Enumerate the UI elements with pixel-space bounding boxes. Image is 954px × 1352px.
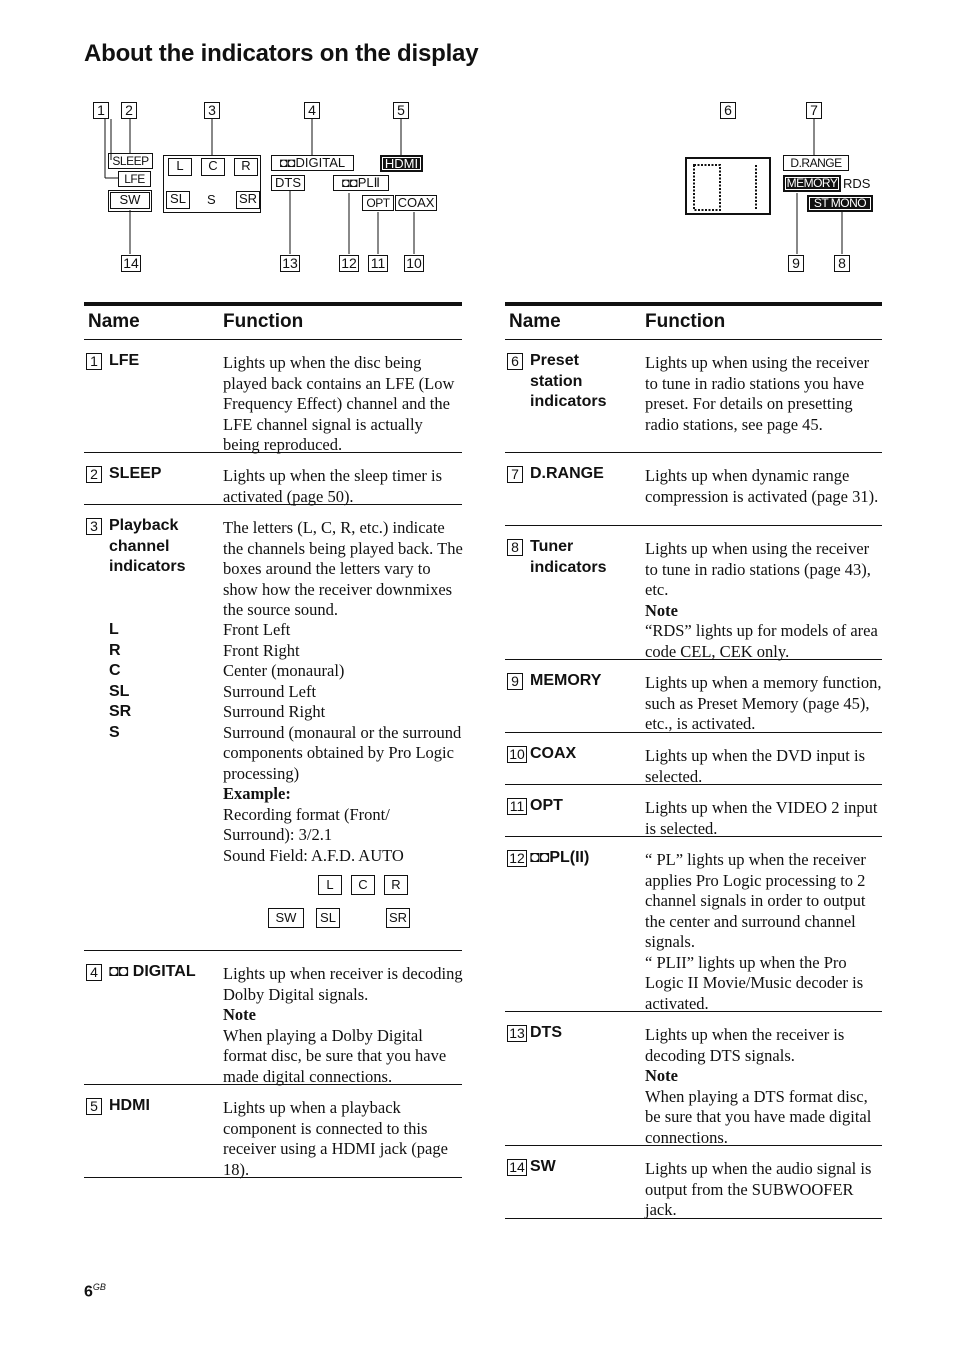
table-row xyxy=(505,785,882,837)
callout-9: 9 xyxy=(788,255,804,272)
table-row xyxy=(505,340,882,453)
sub-value: Front Left xyxy=(223,620,291,639)
row-name: D.RANGE xyxy=(530,465,604,482)
callout-6: 6 xyxy=(720,102,736,119)
callout-1: 1 xyxy=(93,102,109,119)
header-function: Function xyxy=(223,311,304,332)
row-function: Lights up when receiver is decoding Dolby Digital signals. Note When playing a Dolby Digital format disc, be sure that you have made digital connections. xyxy=(223,964,463,1086)
row-function: “ PL” lights up when the receiver applies Pro Logic processing to 2 channel signals in order to output the center and surround channel signals. “ PLII” lights up when the Pro Logic II Movie/Music decoder is activated. xyxy=(645,850,866,1013)
row-name: HDMI xyxy=(109,1097,150,1114)
dolby-double-d-icon: ◘◘ xyxy=(109,963,133,980)
channel-r-indicator: R xyxy=(234,158,258,176)
pl-indicator: ◘◘PLⅡ xyxy=(333,175,389,191)
table-row xyxy=(84,340,462,453)
row-function: Lights up when dynamic range compression is activated (page 31). xyxy=(645,466,879,506)
channel-s-indicator: S xyxy=(207,192,216,207)
row-function: Lights up when the VIDEO 2 input is selected. xyxy=(645,798,878,838)
sub-key: S xyxy=(109,723,120,741)
row-name: Playback channel indicators xyxy=(109,517,186,575)
example-label: Example: xyxy=(223,784,291,803)
table-row xyxy=(84,951,462,1085)
table-row xyxy=(84,1085,462,1178)
callout-4: 4 xyxy=(304,102,320,119)
row-name: DTS xyxy=(530,1024,562,1041)
row-number: 3 xyxy=(86,518,102,535)
example-r-box: R xyxy=(384,875,408,895)
row-number: 5 xyxy=(86,1098,102,1115)
example-line: Surround): 3/2.1 xyxy=(223,825,333,844)
example-sw-box: SW xyxy=(268,908,304,928)
callout-5: 5 xyxy=(393,102,409,119)
table-row xyxy=(84,453,462,505)
example-line: Sound Field: A.F.D. AUTO xyxy=(223,845,404,865)
row-name: OPT xyxy=(530,797,563,814)
row-number: 7 xyxy=(507,466,523,483)
example-c-box: C xyxy=(351,875,375,895)
stmono-indicator: ST MONO xyxy=(807,195,873,212)
row-number: 10 xyxy=(507,746,527,763)
sub-value: Surround Left xyxy=(223,681,317,701)
row-function: Lights up when the receiver is decoding DTS signals. Note When playing a DTS format disc, be sure that you have made digital connections. xyxy=(645,1025,885,1148)
row-name: SW xyxy=(530,1158,556,1175)
row-function: Lights up when the disc being played back contains an LFE (Low Frequency Effect) channel and the LFE channel signal is actually being reproduced. xyxy=(223,353,455,454)
callout-10: 10 xyxy=(404,255,424,272)
drange-indicator: D.RANGE xyxy=(783,155,849,171)
header-name: Name xyxy=(88,311,140,332)
row-function: Lights up when using the receiver to tune in radio stations (page 43), etc. Note “RDS” lights up for models of area code CEL, CEK only. xyxy=(645,539,885,662)
sub-key: R xyxy=(109,641,121,659)
callout-13: 13 xyxy=(280,255,300,272)
example-l-box: L xyxy=(318,875,342,895)
dts-indicator: DTS xyxy=(271,175,305,191)
sub-value: Surround Right xyxy=(223,702,326,721)
row-name: Preset station indicators xyxy=(530,352,607,410)
callout-2: 2 xyxy=(121,102,137,119)
coax-indicator: COAX xyxy=(395,195,437,211)
table-row xyxy=(505,837,882,1012)
row-number: 12 xyxy=(507,850,527,867)
row-number: 11 xyxy=(507,798,527,815)
page-number: $6^{GB}$ xyxy=(84,1282,106,1301)
table-header xyxy=(84,306,462,340)
sleep-indicator: SLEEP xyxy=(108,153,153,169)
channel-sl-indicator: SL xyxy=(166,191,190,209)
sub-value: Center (monaural) xyxy=(223,661,345,680)
row-function: Lights up when using the receiver to tune in radio stations you have preset. For details on presetting radio stations, see page 45. xyxy=(645,353,870,434)
example-line: Recording format (Front/ xyxy=(223,804,390,824)
row-number: 1 xyxy=(86,353,102,370)
note-text: When playing a Dolby Digital format disc, be sure that you have made digital connections. xyxy=(223,1025,447,1086)
sub-key: L xyxy=(109,621,119,638)
sub-key: C xyxy=(109,662,121,679)
hdmi-indicator: HDMI xyxy=(380,155,423,172)
table-row xyxy=(505,1146,882,1219)
row-name: Tuner indicators xyxy=(530,538,607,576)
note-label: Note xyxy=(645,1066,678,1085)
sub-value: Surround (monaural or the surround components obtained by Pro Logic processing) xyxy=(223,722,462,783)
sw-indicator: SW xyxy=(108,190,152,212)
lfe-indicator: LFE xyxy=(118,171,151,187)
table-row xyxy=(505,660,882,733)
row-number: 13 xyxy=(507,1025,527,1042)
callout-12: 12 xyxy=(339,255,359,272)
page-title: About the indicators on the display xyxy=(84,40,479,67)
opt-indicator: OPT xyxy=(362,195,394,211)
row-number: 9 xyxy=(507,673,523,690)
row-function: Lights up when a playback component is connected to this receiver using a HDMI jack (page 18). xyxy=(223,1098,448,1179)
example-sl-box: SL xyxy=(316,908,340,928)
callout-8: 8 xyxy=(834,255,850,272)
table-row xyxy=(505,1012,882,1146)
dolby-double-d-icon: ◘◘ xyxy=(341,175,358,190)
channel-l-indicator: L xyxy=(168,158,192,176)
dolby-digital-indicator: ◘◘DIGITAL xyxy=(271,155,354,171)
row-function: Lights up when the sleep timer is activated (page 50). xyxy=(223,466,443,506)
callout-7: 7 xyxy=(806,102,822,119)
roman-two-icon: Ⅱ xyxy=(373,175,381,190)
row-function: The letters (L, C, R, etc.) indicate the channels being played back. The boxes around the letters vary to show how the receiver downmixes the source sound. xyxy=(223,518,463,619)
row-name: COAX xyxy=(530,745,577,762)
channel-c-indicator: C xyxy=(201,158,225,176)
channel-sr-indicator: SR xyxy=(236,191,260,209)
row-function: Lights up when the DVD input is selected. xyxy=(645,746,865,786)
row-name: DIGITAL xyxy=(132,963,196,980)
table-row xyxy=(505,733,882,785)
row-number: 14 xyxy=(507,1159,527,1176)
sub-value: Front Right xyxy=(223,640,300,660)
row-number: 4 xyxy=(86,964,102,981)
row-name: SLEEP xyxy=(109,465,162,482)
table-row xyxy=(505,453,882,526)
row-name: LFE xyxy=(109,352,140,369)
sub-key: SR xyxy=(109,703,132,720)
callout-11: 11 xyxy=(368,255,388,272)
header-name: Name xyxy=(509,311,561,332)
right-indicator-table xyxy=(505,302,882,1219)
row-number: 2 xyxy=(86,466,102,483)
sub-key: SL xyxy=(109,682,130,700)
callout-3: 3 xyxy=(204,102,220,119)
example-sr-box: SR xyxy=(386,908,410,928)
dolby-double-d-icon: ◘◘ xyxy=(279,155,296,170)
table-row xyxy=(505,526,882,660)
row-name: MEMORY xyxy=(530,672,602,689)
rds-indicator: RDS xyxy=(843,176,871,191)
memory-indicator: MEMORY xyxy=(783,175,841,192)
note-label: Note xyxy=(645,600,678,620)
left-indicator-table xyxy=(84,302,462,1178)
note-text: When playing a DTS format disc, be sure that you have made digital connections. xyxy=(645,1086,872,1147)
callout-14: 14 xyxy=(121,255,141,272)
table-row xyxy=(84,505,462,951)
row-number: 6 xyxy=(507,353,523,370)
row-number: 8 xyxy=(507,539,523,556)
table-header xyxy=(505,306,882,340)
row-function: Lights up when a memory function, such as Preset Memory (page 45), etc., is activated. xyxy=(645,673,882,733)
header-function: Function xyxy=(645,311,726,332)
note-text: “RDS” lights up for models of area code CEL, CEK only. xyxy=(645,621,878,661)
row-function: Lights up when the audio signal is output from the SUBWOOFER jack. xyxy=(645,1159,872,1219)
row-name: PL(II) xyxy=(549,849,590,866)
dolby-double-d-icon: ◘◘ xyxy=(530,849,550,866)
note-label: Note xyxy=(223,1005,256,1024)
